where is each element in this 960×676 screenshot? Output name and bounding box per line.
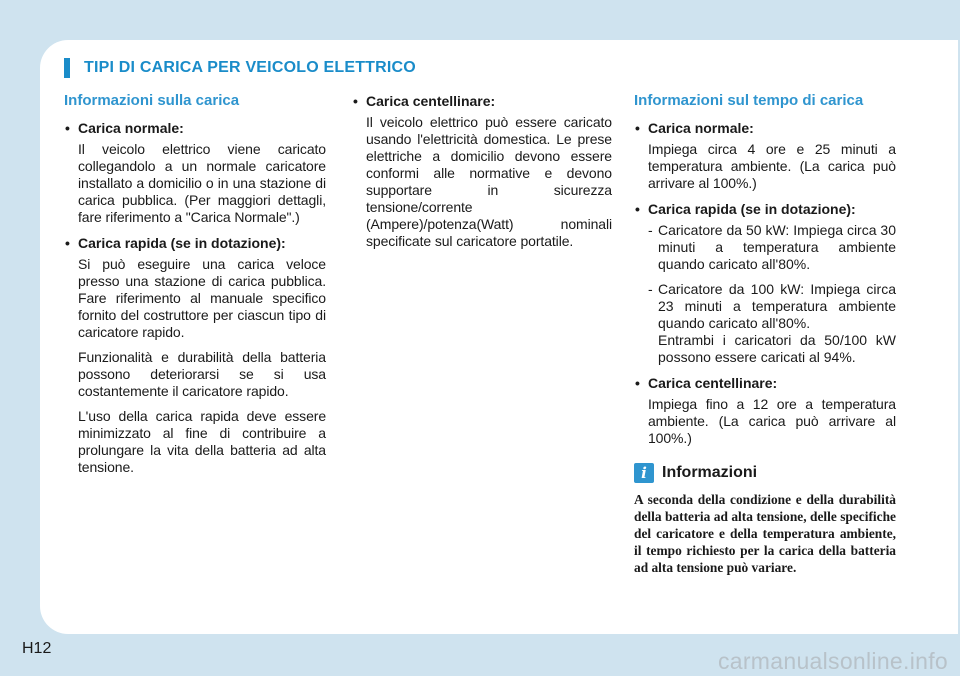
fast-charge-text-1: Si può eseguire una carica veloce presso una stazione di carica pubblica. Fare riferimento al manuale specifico fornito del costruttore per ciascun tipo di caricatore rapido. (78, 256, 326, 340)
fast-time-item-50kw: - Caricatore da 50 kW: Impiega circa 30 minuti a temperatura ambiente quando caricato all'80%. (648, 222, 896, 272)
fast-time-note: Entrambi i caricatori da 50/100 kW possono essere caricati al 94%. (658, 332, 896, 365)
normal-charge-label: • Carica normale: (64, 119, 326, 137)
info-title: Informazioni (662, 464, 758, 481)
info-box-header (634, 463, 896, 483)
column-left (64, 92, 326, 484)
column-right (634, 92, 896, 576)
info-icon: i (634, 463, 654, 483)
page-number: H12 (22, 640, 52, 657)
section-title: TIPI DI CARICA PER VEICOLO ELETTRICO (84, 59, 416, 76)
section-header (64, 58, 416, 78)
trickle-time-label: • Carica centellinare: (634, 374, 896, 392)
column-middle (352, 92, 612, 258)
fast-time-label: • Carica rapida (se in dotazione): (634, 200, 896, 218)
charging-time-heading: Informazioni sul tempo di carica (634, 92, 864, 109)
normal-time-text: Impiega circa 4 ore e 25 minuti a temperatura ambiente. (La carica può arrivare al 100%.) (648, 141, 896, 191)
fast-charge-text-3: L'uso della carica rapida deve essere minimizzato al fine di contribuire a prolungare la vita della batteria ad alta tensione. (78, 408, 326, 475)
trickle-time-text: Impiega fino a 12 ore a temperatura ambiente. (La carica può arrivare al 100%.) (648, 396, 896, 446)
normal-charge-text: Il veicolo elettrico viene caricato collegandolo a un normale caricatore installato a domicilio o in una stazione di carica pubblica. (Per maggiori dettagli, fare riferimento a "Carica Normale".) (78, 141, 326, 225)
info-text: A seconda della condizione e della durabilità della batteria ad alta tensione, delle specifiche del caricatore e della temperatura ambiente, il tempo richiesto per la carica della batteria ad alta tensione può variare. (634, 492, 896, 575)
fast-charge-label: • Carica rapida (se in dotazione): (64, 234, 326, 252)
trickle-charge-text: Il veicolo elettrico può essere caricato usando l'elettricità domestica. Le prese elettriche a domicilio devono essere conformi alle normative e devono supportare in sicurezza tensione/corrente (Ampere)/potenza(Watt) nominali specificate sul caricatore portatile. (366, 114, 612, 249)
watermark: carmanualsonline.info (717, 648, 948, 674)
normal-time-label: • Carica normale: (634, 119, 896, 137)
header-accent-bar (64, 58, 70, 78)
trickle-charge-label: • Carica centellinare: (352, 92, 612, 110)
fast-charge-text-2: Funzionalità e durabilità della batteria possono deteriorarsi se si usa costantemente il caricatore rapido. (78, 349, 326, 399)
charging-info-heading: Informazioni sulla carica (64, 92, 240, 109)
fast-time-item-100kw: - Caricatore da 100 kW: Impiega circa 23 minuti a temperatura ambiente quando caricato all'80%. (648, 281, 896, 331)
